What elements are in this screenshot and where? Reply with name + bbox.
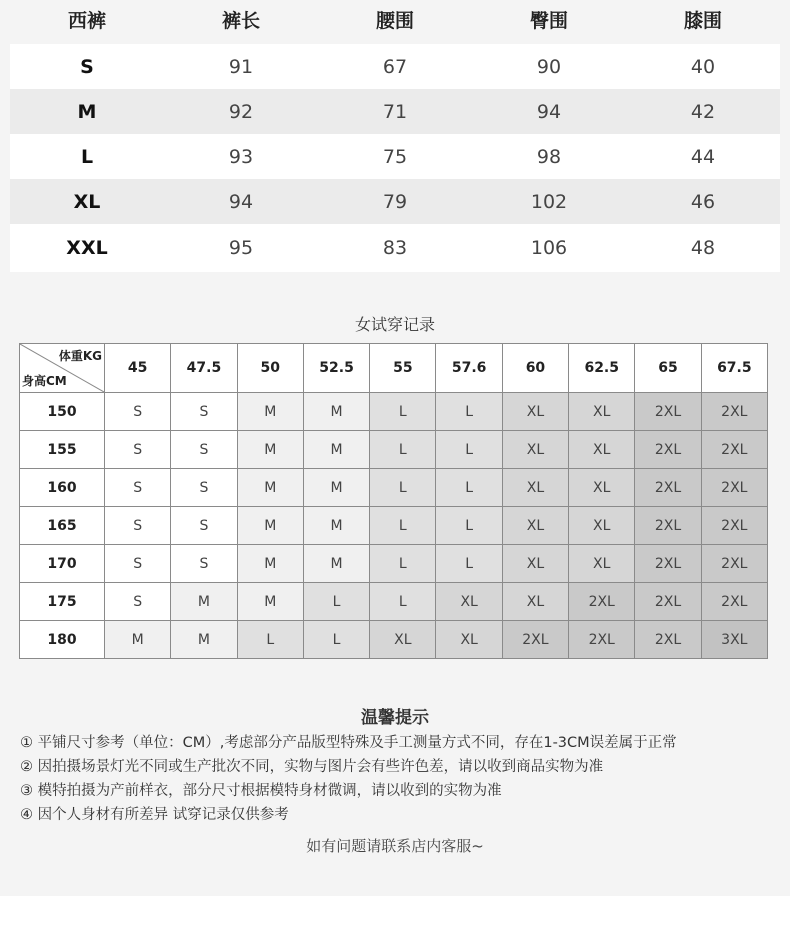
size-row (10, 89, 780, 134)
size-cell: M (105, 621, 171, 659)
size-cell: L (436, 469, 502, 507)
weight-header: 55 (370, 344, 436, 393)
height-label: 155 (20, 431, 105, 469)
size-cell: 2XL (701, 583, 767, 621)
trial-row (20, 583, 768, 621)
contact-note: 如有问题请联系店内客服~ (306, 837, 484, 855)
size-cell: L (370, 545, 436, 583)
size-cell: XL (436, 621, 502, 659)
measure-cell: 67 (318, 44, 472, 89)
size-label: L (10, 134, 164, 179)
trial-row (20, 507, 768, 545)
size-cell: XL (569, 469, 635, 507)
size-row (10, 179, 780, 224)
size-cell: S (171, 469, 237, 507)
size-row (10, 44, 780, 89)
size-cell: S (105, 393, 171, 431)
size-cell: M (303, 545, 369, 583)
size-cell: S (171, 545, 237, 583)
size-cell: L (370, 507, 436, 545)
size-cell: L (370, 583, 436, 621)
size-label: S (10, 44, 164, 89)
measure-cell: 95 (164, 224, 318, 272)
height-label: 175 (20, 583, 105, 621)
size-cell: 2XL (701, 469, 767, 507)
size-cell: 2XL (701, 507, 767, 545)
corner-weight-label: 体重KG (58, 349, 102, 363)
size-cell: XL (569, 545, 635, 583)
size-cell: 2XL (635, 431, 701, 469)
measure-cell: 98 (472, 134, 626, 179)
tip-item: ① 平铺尺寸参考（单位：CM）,考虑部分产品版型特殊及手工测量方式不同，存在1-3CM误差属于正常 (20, 735, 677, 751)
size-cell: L (436, 431, 502, 469)
size-cell: XL (502, 507, 568, 545)
size-cell: S (105, 583, 171, 621)
size-cell: XL (436, 583, 502, 621)
header-cell: 腰围 (318, 0, 472, 44)
measure-cell: 46 (626, 179, 780, 224)
size-cell: S (171, 507, 237, 545)
height-label: 170 (20, 545, 105, 583)
size-cell: L (237, 621, 303, 659)
weight-header: 47.5 (171, 344, 237, 393)
size-cell: S (105, 431, 171, 469)
weight-header: 45 (105, 344, 171, 393)
size-cell: 2XL (635, 545, 701, 583)
size-cell: 2XL (635, 621, 701, 659)
header-cell: 膝围 (626, 0, 780, 44)
size-cell: 2XL (635, 469, 701, 507)
size-cell: M (303, 431, 369, 469)
size-cell: S (171, 393, 237, 431)
trial-row (20, 545, 768, 583)
measure-cell: 94 (164, 179, 318, 224)
tips-list (20, 731, 677, 827)
size-cell: L (436, 393, 502, 431)
size-cell: XL (569, 393, 635, 431)
size-cell: S (105, 507, 171, 545)
measure-cell: 102 (472, 179, 626, 224)
size-cell: XL (502, 469, 568, 507)
measure-cell: 90 (472, 44, 626, 89)
size-cell: 2XL (569, 621, 635, 659)
trial-row (20, 431, 768, 469)
trial-title: 女试穿记录 (354, 315, 435, 334)
size-cell: 2XL (635, 583, 701, 621)
size-cell: M (237, 469, 303, 507)
size-cell: S (105, 545, 171, 583)
size-cell: M (237, 431, 303, 469)
size-cell: M (237, 583, 303, 621)
size-cell: 2XL (569, 583, 635, 621)
header-cell: 臀围 (472, 0, 626, 44)
size-cell: XL (502, 393, 568, 431)
size-cell: S (105, 469, 171, 507)
measure-cell: 71 (318, 89, 472, 134)
bottom-band (0, 896, 790, 944)
size-cell: 2XL (635, 507, 701, 545)
size-cell: M (237, 393, 303, 431)
size-cell: 2XL (701, 545, 767, 583)
trial-row (20, 393, 768, 431)
measure-cell: 75 (318, 134, 472, 179)
size-cell: M (303, 469, 369, 507)
size-cell: 2XL (635, 393, 701, 431)
size-cell: XL (502, 583, 568, 621)
size-cell: 2XL (701, 393, 767, 431)
weight-header: 50 (237, 344, 303, 393)
tips-title: 温馨提示 (361, 708, 429, 728)
size-cell: L (303, 621, 369, 659)
weight-header: 65 (635, 344, 701, 393)
tip-item: ③ 模特拍摄为产前样衣，部分尺寸根据模特身材微调，请以收到的实物为准 (20, 783, 502, 799)
header-cell: 裤长 (164, 0, 318, 44)
weight-header: 67.5 (701, 344, 767, 393)
size-cell: XL (502, 545, 568, 583)
header-cell: 西裤 (10, 0, 164, 44)
corner-height-label: 身高CM (22, 374, 67, 388)
size-cell: L (436, 545, 502, 583)
trial-header-row (20, 344, 768, 393)
trial-row (20, 469, 768, 507)
size-cell: M (171, 621, 237, 659)
size-cell: XL (370, 621, 436, 659)
trial-table (19, 343, 768, 659)
size-cell: M (303, 393, 369, 431)
size-cell: M (303, 507, 369, 545)
measure-cell: 91 (164, 44, 318, 89)
size-cell: XL (502, 431, 568, 469)
size-cell: XL (569, 507, 635, 545)
size-label: M (10, 89, 164, 134)
weight-header: 60 (502, 344, 568, 393)
size-table-header (10, 0, 780, 44)
size-table (10, 0, 780, 272)
size-cell: XL (569, 431, 635, 469)
measure-cell: 106 (472, 224, 626, 272)
height-label: 150 (20, 393, 105, 431)
measure-cell: 92 (164, 89, 318, 134)
size-label: XXL (10, 224, 164, 272)
weight-header: 62.5 (569, 344, 635, 393)
measure-cell: 40 (626, 44, 780, 89)
size-cell: L (370, 393, 436, 431)
size-cell: L (370, 431, 436, 469)
weight-header: 57.6 (436, 344, 502, 393)
tip-item: ④ 因个人身材有所差异 试穿记录仅供参考 (20, 807, 289, 823)
size-row (10, 224, 780, 272)
size-cell: L (370, 469, 436, 507)
measure-cell: 42 (626, 89, 780, 134)
size-cell: 2XL (701, 431, 767, 469)
measure-cell: 44 (626, 134, 780, 179)
trial-corner-cell (20, 344, 105, 393)
height-label: 180 (20, 621, 105, 659)
tip-item: ② 因拍摄场景灯光不同或生产批次不同，实物与图片会有些许色差，请以收到商品实物为准 (20, 759, 604, 775)
measure-cell: 93 (164, 134, 318, 179)
measure-cell: 48 (626, 224, 780, 272)
trial-row (20, 621, 768, 659)
size-cell: M (171, 583, 237, 621)
size-cell: 2XL (502, 621, 568, 659)
size-cell: L (303, 583, 369, 621)
height-label: 165 (20, 507, 105, 545)
measure-cell: 94 (472, 89, 626, 134)
weight-header: 52.5 (303, 344, 369, 393)
size-cell: 3XL (701, 621, 767, 659)
measure-cell: 83 (318, 224, 472, 272)
measure-cell: 79 (318, 179, 472, 224)
size-cell: L (436, 507, 502, 545)
size-cell: M (237, 545, 303, 583)
size-label: XL (10, 179, 164, 224)
size-row (10, 134, 780, 179)
size-cell: S (171, 431, 237, 469)
height-label: 160 (20, 469, 105, 507)
size-cell: M (237, 507, 303, 545)
